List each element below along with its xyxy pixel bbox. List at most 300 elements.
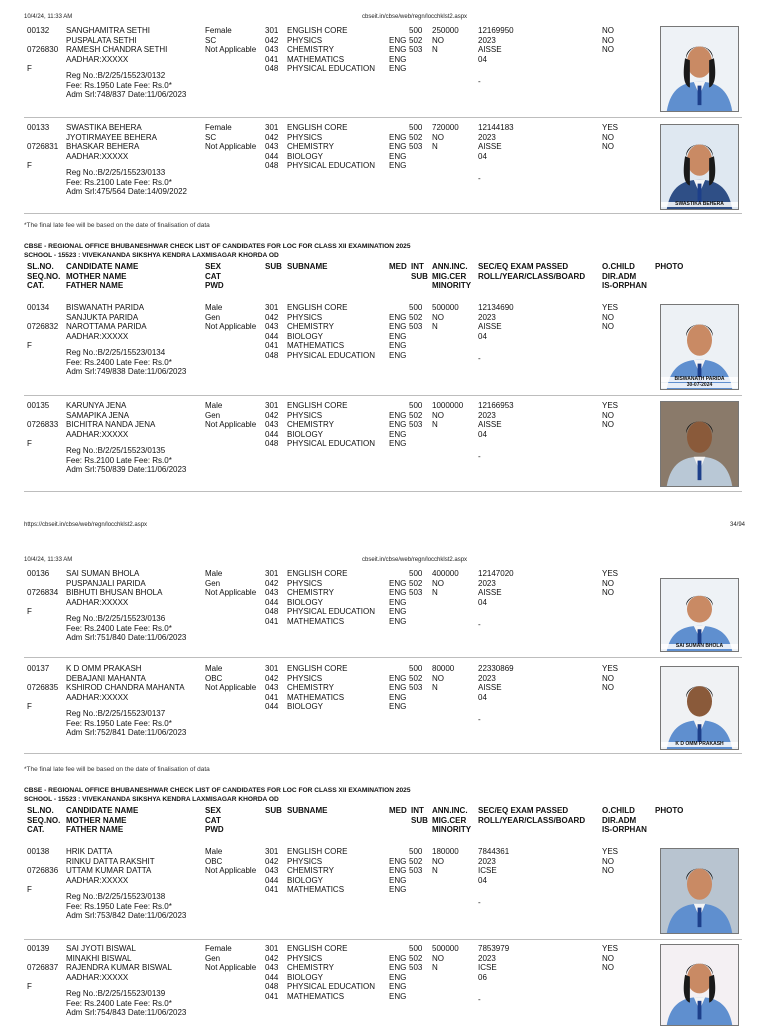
pwd: Not Applicable [205, 420, 257, 430]
candidate-photo [660, 944, 739, 1026]
subject-code: 041 [265, 692, 279, 702]
is-orphan: NO [602, 322, 614, 332]
roll-no: 12169950 [478, 26, 514, 35]
subject-medium: ENG [389, 429, 407, 439]
direct-admission: NO [602, 578, 614, 588]
mother-name: SAMAPIKA JENA [66, 410, 130, 420]
father-name: KSHIROD CHANDRA MAHANTA [66, 683, 185, 693]
subject-name: CHEMISTRY [287, 420, 334, 430]
category-code: F [27, 982, 32, 992]
only-child: YES [602, 944, 619, 953]
sl-no: 00133 [27, 123, 50, 132]
aadhar: AADHAR:XXXXX [66, 54, 129, 64]
internal-sub: 502 [409, 410, 423, 420]
col-sec: SEC/EQ EXAM PASSED [478, 806, 569, 815]
col-orph: IS-ORPHAN [602, 825, 647, 835]
internal-sub: 502 [409, 856, 423, 866]
subject-name: CHEMISTRY [287, 45, 334, 55]
pass-year: 2023 [478, 856, 496, 866]
category-code: F [27, 885, 32, 895]
father-name: BICHITRA NANDA JENA [66, 420, 156, 430]
report-title: CBSE - REGIONAL OFFICE BHUBANESHWAR CHECK LIST OF CANDIDATES FOR LOC FOR CLASS XII EXAMINATION 2025 [24, 787, 411, 794]
candidate-photo [660, 304, 739, 390]
candidate-name: SAI SUMAN BHOLA [66, 569, 140, 578]
col-candidate: CANDIDATE NAME [66, 806, 139, 815]
internal-sub: 500 [409, 26, 423, 35]
sex: Female [205, 123, 232, 132]
only-child: YES [602, 303, 619, 312]
col-sl: SL.NO. [27, 262, 54, 271]
subject-name: ENGLISH CORE [287, 123, 348, 132]
candidate-name: HRIK DATTA [66, 847, 113, 856]
only-child: YES [602, 847, 619, 856]
col-sex: SEX [205, 262, 222, 271]
row-divider [24, 657, 742, 658]
reg-no: Reg No.:B/2/25/15523/0132 [66, 71, 166, 81]
internal-sub: 500 [409, 123, 423, 132]
minority: N [432, 683, 438, 693]
candidate-photo [660, 578, 739, 652]
seq-no: 0726837 [27, 963, 59, 973]
dash: - [478, 897, 481, 907]
minority: N [432, 588, 438, 598]
adm-srl: Adm Srl:752/841 Date:11/06/2023 [66, 728, 187, 738]
subject-medium: ENG [389, 341, 407, 351]
subject-medium: ENG [389, 588, 407, 598]
seq-no: 0726830 [27, 45, 59, 55]
class: 06 [478, 972, 487, 982]
photo-caption: SWASTIKA BEHERA [661, 202, 738, 208]
col-min: MINORITY [432, 825, 472, 835]
subject-name: PHYSICS [287, 578, 323, 588]
only-child: YES [602, 664, 619, 673]
late-fee-note: *The final late fee will be based on the date of finalisation of data [24, 222, 210, 229]
subject-code: 042 [265, 578, 279, 588]
subject-medium: ENG [389, 132, 407, 142]
col-roll: ROLL/YEAR/CLASS/BOARD [478, 271, 586, 281]
col-och: O.CHILD [602, 806, 635, 815]
mother-name: PUSPALATA SETHI [66, 35, 137, 45]
only-child: YES [602, 123, 619, 132]
sex: Male [205, 569, 223, 578]
seq-no: 0726832 [27, 322, 59, 332]
internal-sub: 502 [409, 673, 423, 683]
sl-no: 00136 [27, 569, 50, 578]
sl-no: 00138 [27, 847, 50, 856]
subject-code: 301 [265, 401, 279, 410]
subject-name: CHEMISTRY [287, 588, 334, 598]
col-min: MINORITY [432, 281, 472, 291]
caste-category: SC [205, 132, 217, 142]
migration-cert: NO [432, 35, 444, 45]
fee: Fee: Rs.1950 Late Fee: Rs.0* [66, 80, 172, 90]
subject-code: 043 [265, 45, 279, 55]
is-orphan: NO [602, 866, 614, 876]
mother-name: DEBAJANI MAHANTA [66, 673, 146, 683]
caste-category: SC [205, 35, 217, 45]
adm-srl: Adm Srl:748/837 Date:11/06/2023 [66, 90, 187, 100]
subject-name: BIOLOGY [287, 597, 324, 607]
subject-medium: ENG [389, 439, 407, 449]
subject-medium: ENG [389, 972, 407, 982]
col-catg: CAT [205, 815, 221, 825]
subject-medium: ENG [389, 151, 407, 161]
is-orphan: NO [602, 683, 614, 693]
col-sec: SEC/EQ EXAM PASSED [478, 262, 569, 271]
subject-code: 042 [265, 35, 279, 45]
internal-sub: 503 [409, 142, 423, 152]
col-sex: SEX [205, 806, 222, 815]
board: AISSE [478, 45, 502, 55]
subject-medium: ENG [389, 420, 407, 430]
sex: Male [205, 847, 223, 856]
migration-cert: NO [432, 410, 444, 420]
is-orphan: NO [602, 420, 614, 430]
photo-caption-date: 30-07-2024 [661, 383, 738, 389]
subject-name: ENGLISH CORE [287, 401, 348, 410]
col-subname: SUBNAME [287, 262, 328, 271]
subject-medium: ENG [389, 683, 407, 693]
col-ann: ANN.INC. [432, 262, 468, 271]
row-divider [24, 753, 742, 754]
subject-code: 044 [265, 429, 279, 439]
is-orphan: NO [602, 45, 614, 55]
subject-code: 043 [265, 142, 279, 152]
subject-medium: ENG [389, 322, 407, 332]
sl-no: 00135 [27, 401, 50, 410]
aadhar: AADHAR:XXXXX [66, 875, 129, 885]
direct-admission: NO [602, 132, 614, 142]
photo-caption: SAI SUMAN BHOLA [661, 644, 738, 650]
minority: N [432, 45, 438, 55]
migration-cert: NO [432, 856, 444, 866]
direct-admission: NO [602, 312, 614, 322]
category-code: F [27, 341, 32, 351]
pwd: Not Applicable [205, 866, 257, 876]
subject-medium: ENG [389, 963, 407, 973]
subject-code: 301 [265, 123, 279, 132]
col-int: INT [411, 262, 424, 271]
footer-url: https://cbseit.in/cbse/web/regn/locchklst2.aspx [24, 522, 148, 528]
is-orphan: NO [602, 588, 614, 598]
subject-code: 041 [265, 54, 279, 64]
page-number: 34/94 [730, 522, 746, 528]
board: AISSE [478, 420, 502, 430]
subject-code: 042 [265, 410, 279, 420]
seq-no: 0726833 [27, 420, 59, 430]
annual-income: 1000000 [432, 401, 464, 410]
pass-year: 2023 [478, 410, 496, 420]
subject-medium: ENG [389, 607, 407, 617]
fee: Fee: Rs.2400 Late Fee: Rs.0* [66, 623, 172, 633]
mother-name: SANJUKTA PARIDA [66, 312, 139, 322]
aadhar: AADHAR:XXXXX [66, 597, 129, 607]
father-name: BHASKAR BEHERA [66, 142, 140, 152]
migration-cert: NO [432, 953, 444, 963]
direct-admission: NO [602, 673, 614, 683]
subject-name: CHEMISTRY [287, 866, 334, 876]
subject-name: BIOLOGY [287, 429, 324, 439]
subject-name: ENGLISH CORE [287, 944, 348, 953]
col-roll: ROLL/YEAR/CLASS/BOARD [478, 815, 586, 825]
school-title: SCHOOL - 15523 : VIVEKANANDA SIKSHYA KENDRA LAXMISAGAR KHORDA OD [24, 796, 279, 803]
category-code: F [27, 161, 32, 171]
annual-income: 180000 [432, 847, 459, 856]
annual-income: 400000 [432, 569, 459, 578]
subject-code: 301 [265, 26, 279, 35]
subject-medium: ENG [389, 982, 407, 992]
subject-name: MATHEMATICS [287, 617, 345, 626]
subject-medium: ENG [389, 578, 407, 588]
subject-name: MATHEMATICS [287, 54, 345, 64]
subject-name: PHYSICAL EDUCATION [287, 64, 376, 74]
roll-no: 12144183 [478, 123, 514, 132]
print-url: cbseit.in/cbse/web/regn/locchklst2.aspx [362, 14, 468, 20]
internal-sub: 503 [409, 420, 423, 430]
subject-name: PHYSICAL EDUCATION [287, 351, 376, 360]
board: AISSE [478, 142, 502, 152]
aadhar: AADHAR:XXXXX [66, 429, 129, 439]
subject-medium: ENG [389, 331, 407, 341]
pass-year: 2023 [478, 673, 496, 683]
reg-no: Reg No.:B/2/25/15523/0134 [66, 348, 166, 358]
seq-no: 0726836 [27, 866, 59, 876]
class: 04 [478, 331, 487, 341]
internal-sub: 500 [409, 401, 423, 410]
late-fee-note-2: *The final late fee will be based on the date of finalisation of data [24, 766, 210, 773]
subject-name: MATHEMATICS [287, 992, 345, 1001]
aadhar: AADHAR:XXXXX [66, 331, 129, 341]
class: 04 [478, 875, 487, 885]
seq-no: 0726835 [27, 683, 59, 693]
col-catg: CAT [205, 271, 221, 281]
subject-medium: ENG [389, 312, 407, 322]
subject-name: PHYSICS [287, 953, 323, 963]
subject-name: CHEMISTRY [287, 683, 334, 693]
subject-code: 044 [265, 702, 279, 712]
mother-name: MINAKHI BISWAL [66, 953, 132, 963]
dash: - [478, 451, 481, 461]
pwd: Not Applicable [205, 963, 257, 973]
only-child: YES [602, 569, 619, 578]
aadhar: AADHAR:XXXXX [66, 692, 129, 702]
subject-code: 044 [265, 972, 279, 982]
direct-admission: NO [602, 35, 614, 45]
only-child: NO [602, 26, 614, 35]
subject-name: PHYSICAL EDUCATION [287, 439, 376, 449]
subject-code: 041 [265, 341, 279, 351]
reg-no: Reg No.:B/2/25/15523/0138 [66, 892, 166, 902]
reg-no: Reg No.:B/2/25/15523/0135 [66, 446, 166, 456]
candidate-photo [660, 666, 739, 750]
reg-no: Reg No.:B/2/25/15523/0133 [66, 168, 166, 178]
class: 04 [478, 429, 487, 439]
subject-code: 044 [265, 151, 279, 161]
roll-no: 12147020 [478, 569, 514, 578]
minority: N [432, 142, 438, 152]
father-name: RAJENDRA KUMAR BISWAL [66, 963, 172, 973]
subject-medium: ENG [389, 856, 407, 866]
minority: N [432, 322, 438, 332]
subject-code: 043 [265, 683, 279, 693]
subject-name: MATHEMATICS [287, 692, 345, 702]
subject-name: BIOLOGY [287, 331, 324, 341]
col-dir: DIR.ADM [602, 271, 637, 281]
subject-name: PHYSICS [287, 312, 323, 322]
internal-sub: 500 [409, 569, 423, 578]
row-divider [24, 213, 742, 214]
internal-sub: 503 [409, 963, 423, 973]
subject-code: 041 [265, 617, 279, 626]
is-orphan: NO [602, 142, 614, 152]
internal-sub: 503 [409, 45, 423, 55]
reg-no: Reg No.:B/2/25/15523/0139 [66, 989, 166, 999]
subject-medium: ENG [389, 692, 407, 702]
col-cat: CAT. [27, 281, 45, 291]
subject-medium: ENG [389, 161, 407, 171]
adm-srl: Adm Srl:475/564 Date:14/09/2022 [66, 187, 187, 197]
internal-sub: 502 [409, 132, 423, 142]
subject-name: PHYSICAL EDUCATION [287, 161, 376, 171]
candidate-name: BISWANATH PARIDA [66, 303, 145, 312]
class: 04 [478, 597, 487, 607]
category-code: F [27, 702, 32, 712]
dash: - [478, 994, 481, 1004]
sl-no: 00139 [27, 944, 50, 953]
col-father: FATHER NAME [66, 281, 124, 291]
internal-sub: 500 [409, 847, 423, 856]
annual-income: 500000 [432, 303, 459, 312]
internal-sub: 502 [409, 578, 423, 588]
photo-caption: K D OMM PRAKASH [661, 742, 738, 748]
col-mother: MOTHER NAME [66, 271, 127, 281]
subject-code: 048 [265, 982, 279, 992]
aadhar: AADHAR:XXXXX [66, 972, 129, 982]
class: 04 [478, 692, 487, 702]
candidate-photo [660, 848, 739, 934]
subject-code: 048 [265, 607, 279, 617]
adm-srl: Adm Srl:750/839 Date:11/06/2023 [66, 465, 187, 475]
subject-medium: ENG [389, 617, 407, 626]
subject-medium: ENG [389, 410, 407, 420]
seq-no: 0726834 [27, 588, 59, 598]
col-ann: ANN.INC. [432, 806, 468, 815]
roll-no: 12166953 [478, 401, 514, 410]
subject-name: BIOLOGY [287, 702, 324, 712]
col-seq: SEQ.NO. [27, 815, 61, 825]
subject-code: 044 [265, 331, 279, 341]
subject-code: 301 [265, 664, 279, 673]
minority: N [432, 866, 438, 876]
minority: N [432, 963, 438, 973]
subject-medium: ENG [389, 597, 407, 607]
reg-no: Reg No.:B/2/25/15523/0136 [66, 614, 166, 624]
fee: Fee: Rs.2400 Late Fee: Rs.0* [66, 998, 172, 1008]
subject-code: 048 [265, 64, 279, 74]
row-divider [24, 117, 742, 118]
fee: Fee: Rs.1950 Late Fee: Rs.0* [66, 901, 172, 911]
subject-name: PHYSICS [287, 35, 323, 45]
col-seq: SEQ.NO. [27, 271, 61, 281]
row-divider [24, 939, 742, 940]
roll-no: 22330869 [478, 664, 514, 673]
caste-category: Gen [205, 953, 221, 963]
subject-name: PHYSICAL EDUCATION [287, 982, 376, 992]
sex: Male [205, 664, 223, 673]
direct-admission: NO [602, 410, 614, 420]
pass-year: 2023 [478, 578, 496, 588]
col-mother: MOTHER NAME [66, 815, 127, 825]
category-code: F [27, 439, 32, 449]
col-dir: DIR.ADM [602, 815, 637, 825]
col-med: MED [389, 806, 407, 815]
candidate-photo [660, 26, 739, 112]
print-datetime-2: 10/4/24, 11:33 AM [24, 557, 73, 563]
col-sl: SL.NO. [27, 806, 54, 815]
subject-code: 043 [265, 866, 279, 876]
subject-medium: ENG [389, 35, 407, 45]
subject-code: 048 [265, 161, 279, 171]
internal-sub: 503 [409, 683, 423, 693]
subject-medium: ENG [389, 45, 407, 55]
is-orphan: NO [602, 963, 614, 973]
mother-name: PUSPANJALI PARIDA [66, 578, 146, 588]
subject-code: 042 [265, 856, 279, 866]
annual-income: 250000 [432, 26, 459, 35]
father-name: RAMESH CHANDRA SETHI [66, 45, 168, 55]
father-name: UTTAM KUMAR DATTA [66, 866, 152, 876]
pass-year: 2023 [478, 35, 496, 45]
internal-sub: 503 [409, 322, 423, 332]
subject-name: CHEMISTRY [287, 142, 334, 152]
subject-medium: ENG [389, 875, 407, 885]
category-code: F [27, 64, 32, 74]
subject-name: ENGLISH CORE [287, 664, 348, 673]
print-url-2: cbseit.in/cbse/web/regn/locchklst2.aspx [362, 557, 468, 563]
internal-sub: 500 [409, 944, 423, 953]
sex: Male [205, 303, 223, 312]
adm-srl: Adm Srl:751/840 Date:11/06/2023 [66, 633, 187, 643]
subject-name: BIOLOGY [287, 972, 324, 982]
dash: - [478, 173, 481, 183]
subject-name: PHYSICS [287, 410, 323, 420]
pwd: Not Applicable [205, 588, 257, 598]
class: 04 [478, 151, 487, 161]
subject-code: 301 [265, 303, 279, 312]
col-pwd: PWD [205, 281, 224, 291]
minority: N [432, 420, 438, 430]
subject-medium: ENG [389, 992, 407, 1001]
col-candidate: CANDIDATE NAME [66, 262, 139, 271]
col-photo: PHOTO [655, 806, 684, 815]
subject-name: ENGLISH CORE [287, 569, 348, 578]
candidate-name: SWASTIKA BEHERA [66, 123, 142, 132]
internal-sub: 500 [409, 664, 423, 673]
col-intsub: SUB [411, 815, 428, 825]
col-cat: CAT. [27, 825, 45, 835]
subject-name: PHYSICS [287, 856, 323, 866]
subject-code: 043 [265, 420, 279, 430]
dash: - [478, 714, 481, 724]
col-sub: SUB [265, 262, 282, 271]
subject-name: PHYSICS [287, 673, 323, 683]
subject-medium: ENG [389, 953, 407, 963]
migration-cert: NO [432, 578, 444, 588]
mother-name: RINKU DATTA RAKSHIT [66, 856, 155, 866]
subject-name: CHEMISTRY [287, 322, 334, 332]
sl-no: 00134 [27, 303, 50, 312]
adm-srl: Adm Srl:749/838 Date:11/06/2023 [66, 367, 187, 377]
